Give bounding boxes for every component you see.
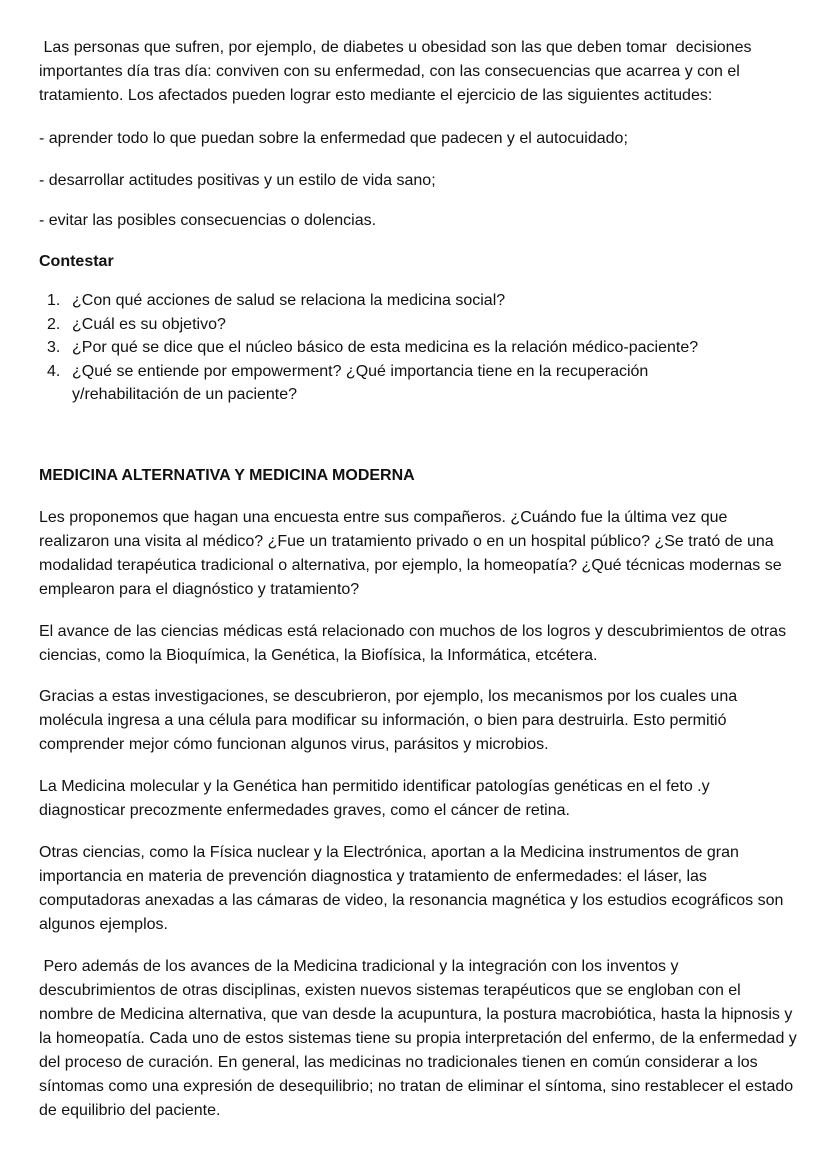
- questions-list: [39, 289, 799, 407]
- question-text: ¿Cuál es su objetivo?: [72, 315, 226, 333]
- intro-bullet-1: - aprender todo lo que puedan sobre la enfermedad que padecen y el autocuidado;: [39, 130, 628, 147]
- question-number: 1.: [47, 292, 61, 309]
- section-paragraph-6: Pero además de los avances de la Medicina tradicional y la integración con los inventos y descubrimientos de otras disciplinas, existen nuevos sistemas terapéuticos que se engloban con el nombre de Medicina alternativa, que van desde la acupuntura, la postura macrobiótica, hasta la hipnosis y la homeopatía. Cada uno de estos sistemas tiene su propia interpretación del enfermo, de la enfermedad y del proceso de curación. En general, las medicinas no tradicionales tienen en común considerar a los síntomas como una expresión de desequilibrio; no tratan de eliminar el síntoma, sino restablecer el estado de equilibrio del paciente.: [39, 958, 802, 1119]
- section-paragraph-5: Otras ciencias, como la Física nuclear y la Electrónica, aportan a la Medicina instrumentos de gran importancia en materia de prevención diagnostica y tratamiento de enfermedades: el láser, las computadoras anexadas a las cámaras de video, la resonancia magnética y los estudios ecográficos son algunos ejemplos.: [39, 844, 784, 933]
- section-paragraph-1: Les proponemos que hagan una encuesta entre sus compañeros. ¿Cuándo fue la última vez que realizaron una visita al médico? ¿Fue un tratamiento privado o en un hospital público? ¿Se trató de una modalidad terapéutica tradicional o alternativa, por ejemplo, la homeopatía? ¿Qué técnicas modernas se emplearon para el diagnóstico y tratamiento?: [39, 509, 782, 598]
- question-text: ¿Por qué se dice que el núcleo básico de esta medicina es la relación médico-paciente?: [72, 339, 699, 356]
- section-heading: MEDICINA ALTERNATIVA Y MEDICINA MODERNA: [39, 467, 415, 484]
- question-text: ¿Con qué acciones de salud se relaciona la medicina social?: [72, 292, 506, 309]
- question-text: ¿Qué se entiende por empowerment? ¿Qué importancia tiene en la recuperación y/rehabilitación de un paciente?: [72, 362, 649, 403]
- intro-bullet-2: - desarrollar actitudes positivas y un estilo de vida sano;: [39, 172, 436, 189]
- question-number: 2.: [47, 315, 61, 333]
- intro-paragraph: Las personas que sufren, por ejemplo, de diabetes u obesidad son las que deben tomar decisiones importantes día tras día: conviven con su enfermedad, con las consecuencias que acarrea y con el tratamiento. Los afectados pueden lograr esto mediante el ejercicio de las siguientes actitudes:: [39, 39, 756, 104]
- question-item: [39, 360, 799, 407]
- intro-bullet-3: - evitar las posibles consecuencias o dolencias.: [39, 212, 377, 229]
- question-item: [39, 336, 799, 360]
- section-paragraph-4: La Medicina molecular y la Genética han permitido identificar patologías genéticas en el feto .y diagnosticar precozmente enfermedades graves, como el cáncer de retina.: [39, 778, 710, 819]
- section-paragraph-2: El avance de las ciencias médicas está relacionado con muchos de los logros y descubrimientos de otras ciencias, como la Bioquímica, la Genética, la Biofísica, la Informática, etcétera.: [39, 623, 787, 664]
- section-paragraph-3: Gracias a estas investigaciones, se descubrieron, por ejemplo, los mecanismos por los cuales una molécula ingresa a una célula para modificar su información, o bien para destruirla. Esto permitió comprender mejor cómo funcionan algunos virus, parásitos y microbios.: [39, 688, 738, 753]
- question-number: 3.: [47, 339, 61, 356]
- questions-heading: Contestar: [39, 253, 114, 270]
- question-item: [39, 313, 799, 337]
- question-number: 4.: [47, 362, 61, 380]
- question-item: [39, 289, 799, 313]
